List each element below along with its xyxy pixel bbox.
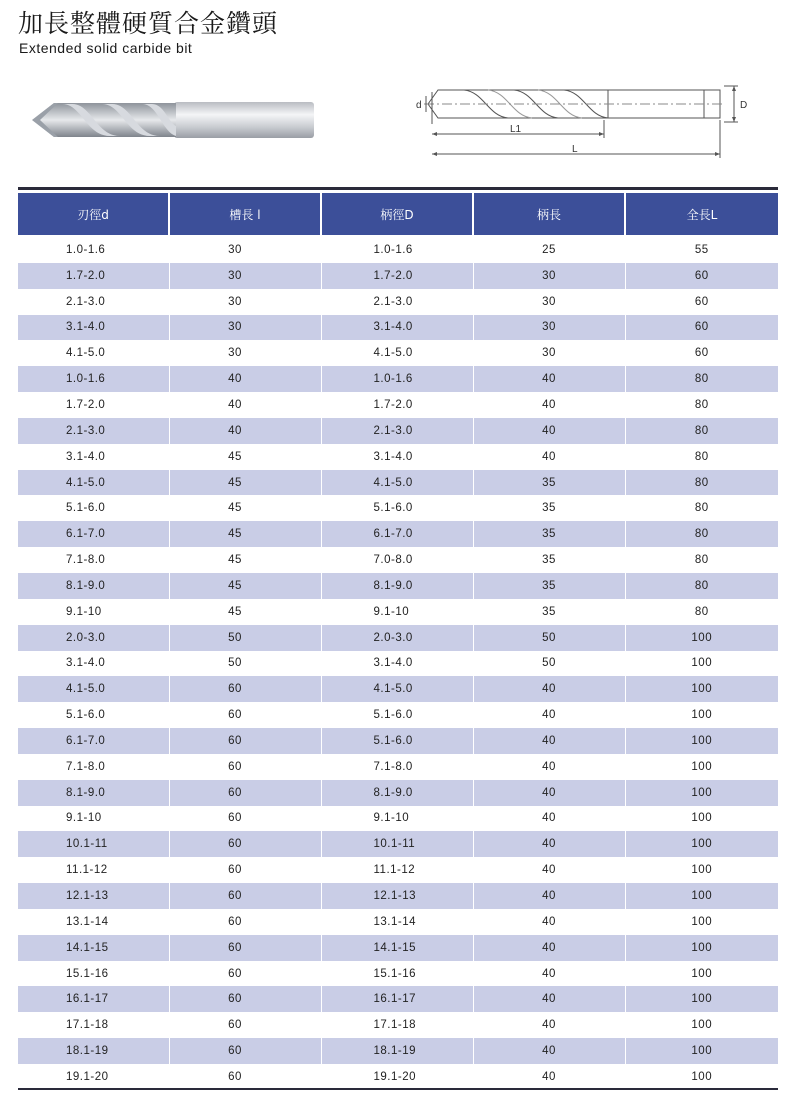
cell-shank-length: 30 [473, 315, 625, 341]
table-row [18, 1038, 778, 1064]
cell-overall-length: 100 [625, 676, 778, 702]
table-row [18, 883, 778, 909]
cell-flute-length: 45 [169, 470, 321, 496]
cell-overall-length: 80 [625, 470, 778, 496]
cell-shank-length: 40 [473, 831, 625, 857]
cell-flute-length: 50 [169, 625, 321, 651]
cell-shank-length: 40 [473, 1064, 625, 1090]
cell-flute-length: 60 [169, 1038, 321, 1064]
cell-shank-diameter: 19.1-20 [321, 1064, 473, 1090]
table-header-row [18, 193, 778, 236]
diagram-L1-label: L1 [510, 124, 522, 135]
cell-shank-diameter: 10.1-11 [321, 831, 473, 857]
cell-overall-length: 100 [625, 986, 778, 1012]
cell-shank-length: 35 [473, 521, 625, 547]
table-row [18, 625, 778, 651]
cell-flute-length: 60 [169, 986, 321, 1012]
header-overall-length: 全長L [625, 193, 778, 236]
cell-overall-length: 100 [625, 831, 778, 857]
cell-cutting-diameter: 6.1-7.0 [18, 521, 169, 547]
table-row [18, 366, 778, 392]
cell-shank-length: 40 [473, 935, 625, 961]
header-cutting-diameter: 刃徑d [18, 193, 169, 236]
cell-flute-length: 45 [169, 444, 321, 470]
spec-table [18, 193, 778, 1090]
table-row [18, 547, 778, 573]
cell-cutting-diameter: 10.1-11 [18, 831, 169, 857]
cell-overall-length: 80 [625, 521, 778, 547]
cell-shank-diameter: 7.1-8.0 [321, 754, 473, 780]
table-row [18, 315, 778, 341]
cell-shank-diameter: 17.1-18 [321, 1012, 473, 1038]
cell-cutting-diameter: 19.1-20 [66, 1070, 109, 1083]
cell-flute-length: 60 [169, 1064, 321, 1090]
cell-shank-diameter: 14.1-15 [321, 935, 473, 961]
cell-shank-diameter: 16.1-17 [321, 986, 473, 1012]
table-row [18, 470, 778, 496]
cell-shank-diameter: 9.1-10 [321, 599, 473, 625]
cell-cutting-diameter: 5.1-6.0 [66, 709, 106, 722]
cell-flute-length: 45 [169, 573, 321, 599]
cell-flute-length: 60 [169, 961, 321, 987]
table-row [18, 702, 778, 728]
cell-shank-diameter: 4.1-5.0 [321, 340, 473, 366]
cell-overall-length: 100 [625, 1038, 778, 1064]
cell-flute-length: 40 [169, 418, 321, 444]
table-row [18, 444, 778, 470]
cell-overall-length: 60 [625, 315, 778, 341]
cell-cutting-diameter: 2.1-3.0 [66, 295, 106, 308]
cell-cutting-diameter: 3.1-4.0 [66, 450, 106, 463]
drill-bit-image [24, 96, 320, 146]
table-row [18, 728, 778, 754]
cell-shank-length: 40 [473, 857, 625, 883]
table-row [18, 263, 778, 289]
cell-flute-length: 60 [169, 806, 321, 832]
cell-flute-length: 60 [169, 831, 321, 857]
cell-shank-length: 40 [473, 676, 625, 702]
cell-flute-length: 30 [169, 236, 321, 263]
cell-shank-length: 30 [473, 263, 625, 289]
table-row [18, 340, 778, 366]
cell-cutting-diameter: 2.0-3.0 [18, 625, 169, 651]
table-row [18, 573, 778, 599]
cell-overall-length: 100 [625, 651, 778, 677]
cell-shank-length: 35 [473, 470, 625, 496]
cell-flute-length: 45 [169, 599, 321, 625]
cell-cutting-diameter: 8.1-9.0 [18, 780, 169, 806]
cell-shank-diameter: 11.1-12 [321, 857, 473, 883]
header-flute-length: 槽長 l [169, 193, 321, 236]
table-row [18, 806, 778, 832]
cell-shank-diameter: 5.1-6.0 [321, 728, 473, 754]
cell-overall-length: 60 [625, 340, 778, 366]
cell-shank-length: 40 [473, 728, 625, 754]
cell-flute-length: 60 [169, 728, 321, 754]
cell-overall-length: 100 [625, 909, 778, 935]
cell-overall-length: 80 [625, 392, 778, 418]
cell-flute-length: 40 [169, 392, 321, 418]
cell-shank-length: 40 [473, 1038, 625, 1064]
diagram-d-label: d [416, 100, 422, 111]
cell-shank-diameter: 12.1-13 [321, 883, 473, 909]
cell-shank-diameter: 4.1-5.0 [321, 676, 473, 702]
cell-flute-length: 60 [169, 702, 321, 728]
cell-overall-length: 80 [625, 547, 778, 573]
cell-shank-diameter: 15.1-16 [321, 961, 473, 987]
top-divider [18, 187, 778, 190]
table-row [18, 935, 778, 961]
cell-cutting-diameter: 6.1-7.0 [18, 728, 169, 754]
cell-shank-length: 40 [473, 1012, 625, 1038]
table-row [18, 418, 778, 444]
table-row [18, 236, 778, 263]
cell-shank-diameter: 13.1-14 [321, 909, 473, 935]
cell-shank-diameter: 7.0-8.0 [321, 547, 473, 573]
cell-overall-length: 100 [625, 961, 778, 987]
table-body [18, 236, 778, 1090]
cell-cutting-diameter: 15.1-16 [66, 967, 109, 980]
cell-flute-length: 30 [169, 315, 321, 341]
header-shank-diameter: 柄徑D [321, 193, 473, 236]
cell-flute-length: 60 [169, 883, 321, 909]
cell-shank-diameter: 8.1-9.0 [321, 573, 473, 599]
cell-overall-length: 100 [625, 780, 778, 806]
cell-shank-diameter: 5.1-6.0 [321, 702, 473, 728]
cell-shank-diameter: 5.1-6.0 [321, 495, 473, 521]
table-row [18, 780, 778, 806]
table-row [18, 1064, 778, 1090]
cell-cutting-diameter: 12.1-13 [18, 883, 169, 909]
cell-overall-length: 60 [625, 289, 778, 315]
cell-overall-length: 80 [625, 444, 778, 470]
cell-overall-length: 100 [625, 1012, 778, 1038]
cell-cutting-diameter: 8.1-9.0 [18, 573, 169, 599]
cell-cutting-diameter: 2.1-3.0 [18, 418, 169, 444]
cell-flute-length: 50 [169, 651, 321, 677]
cell-shank-diameter: 3.1-4.0 [321, 444, 473, 470]
cell-shank-diameter: 2.1-3.0 [321, 418, 473, 444]
cell-shank-length: 50 [473, 625, 625, 651]
cell-cutting-diameter: 3.1-4.0 [66, 657, 106, 670]
cell-shank-diameter: 2.0-3.0 [321, 625, 473, 651]
cell-cutting-diameter: 11.1-12 [66, 864, 108, 877]
cell-shank-diameter: 2.1-3.0 [321, 289, 473, 315]
cell-shank-diameter: 6.1-7.0 [321, 521, 473, 547]
cell-overall-length: 100 [625, 702, 778, 728]
table-row [18, 599, 778, 625]
table-row [18, 289, 778, 315]
cell-overall-length: 100 [625, 935, 778, 961]
cell-cutting-diameter: 7.1-8.0 [66, 760, 106, 773]
cell-shank-length: 40 [473, 883, 625, 909]
page-title: 加長整體硬質合金鑽頭 [18, 9, 279, 38]
cell-shank-diameter: 1.0-1.6 [321, 236, 473, 263]
cell-shank-length: 35 [473, 547, 625, 573]
cell-cutting-diameter: 3.1-4.0 [18, 315, 169, 341]
cell-flute-length: 60 [169, 754, 321, 780]
cell-cutting-diameter: 17.1-18 [66, 1019, 109, 1032]
cell-shank-diameter: 3.1-4.0 [321, 315, 473, 341]
cell-shank-length: 40 [473, 806, 625, 832]
table-row [18, 831, 778, 857]
cell-cutting-diameter: 1.0-1.6 [66, 243, 106, 256]
cell-cutting-diameter: 7.1-8.0 [66, 554, 106, 567]
cell-overall-length: 60 [625, 263, 778, 289]
cell-cutting-diameter: 4.1-5.0 [18, 676, 169, 702]
table-row [18, 857, 778, 883]
cell-shank-diameter: 1.7-2.0 [321, 392, 473, 418]
cell-shank-length: 40 [473, 366, 625, 392]
cell-shank-length: 25 [473, 236, 625, 263]
cell-cutting-diameter: 1.0-1.6 [18, 366, 169, 392]
cell-overall-length: 100 [625, 625, 778, 651]
cell-cutting-diameter: 4.1-5.0 [66, 347, 106, 360]
cell-flute-length: 45 [169, 547, 321, 573]
cell-overall-length: 80 [625, 599, 778, 625]
cell-overall-length: 100 [625, 1064, 778, 1090]
cell-cutting-diameter: 16.1-17 [18, 986, 169, 1012]
table-row [18, 521, 778, 547]
cell-shank-diameter: 3.1-4.0 [321, 651, 473, 677]
table-row [18, 1012, 778, 1038]
cell-flute-length: 30 [169, 263, 321, 289]
table-row [18, 392, 778, 418]
cell-flute-length: 60 [169, 935, 321, 961]
cell-cutting-diameter: 9.1-10 [66, 605, 102, 618]
cell-shank-length: 40 [473, 754, 625, 780]
cell-shank-length: 40 [473, 986, 625, 1012]
cell-overall-length: 100 [625, 806, 778, 832]
cell-shank-length: 40 [473, 418, 625, 444]
cell-shank-length: 50 [473, 651, 625, 677]
cell-shank-length: 40 [473, 909, 625, 935]
cell-flute-length: 45 [169, 521, 321, 547]
cell-shank-length: 35 [473, 573, 625, 599]
bottom-divider [18, 1088, 778, 1090]
cell-overall-length: 100 [625, 754, 778, 780]
cell-overall-length: 100 [625, 728, 778, 754]
cell-shank-length: 30 [473, 289, 625, 315]
drill-dimension-diagram [404, 78, 750, 164]
cell-flute-length: 60 [169, 909, 321, 935]
cell-cutting-diameter: 9.1-10 [66, 812, 102, 825]
cell-overall-length: 80 [625, 573, 778, 599]
table-row [18, 754, 778, 780]
cell-overall-length: 80 [625, 495, 778, 521]
cell-shank-length: 40 [473, 780, 625, 806]
cell-cutting-diameter: 18.1-19 [18, 1038, 169, 1064]
cell-cutting-diameter: 13.1-14 [66, 915, 109, 928]
cell-overall-length: 55 [625, 236, 778, 263]
cell-cutting-diameter: 4.1-5.0 [18, 470, 169, 496]
diagram-D-label: D [740, 100, 748, 111]
cell-flute-length: 60 [169, 780, 321, 806]
cell-flute-length: 45 [169, 495, 321, 521]
cell-cutting-diameter: 1.7-2.0 [18, 263, 169, 289]
cell-shank-diameter: 9.1-10 [321, 806, 473, 832]
cell-flute-length: 60 [169, 857, 321, 883]
diagram-L-label: L [572, 144, 578, 155]
cell-shank-diameter: 18.1-19 [321, 1038, 473, 1064]
cell-overall-length: 100 [625, 883, 778, 909]
cell-shank-diameter: 1.7-2.0 [321, 263, 473, 289]
cell-shank-length: 30 [473, 340, 625, 366]
cell-overall-length: 100 [625, 857, 778, 883]
cell-cutting-diameter: 5.1-6.0 [66, 502, 106, 515]
cell-shank-length: 35 [473, 599, 625, 625]
page-subtitle: Extended solid carbide bit [19, 40, 193, 56]
cell-cutting-diameter: 14.1-15 [18, 935, 169, 961]
table-row [18, 495, 778, 521]
cell-shank-diameter: 8.1-9.0 [321, 780, 473, 806]
cell-flute-length: 60 [169, 676, 321, 702]
cell-shank-diameter: 1.0-1.6 [321, 366, 473, 392]
cell-shank-length: 40 [473, 444, 625, 470]
table-row [18, 986, 778, 1012]
cell-shank-length: 40 [473, 702, 625, 728]
cell-shank-length: 40 [473, 961, 625, 987]
cell-shank-length: 40 [473, 392, 625, 418]
cell-flute-length: 40 [169, 366, 321, 392]
cell-flute-length: 60 [169, 1012, 321, 1038]
table-row [18, 676, 778, 702]
header-shank-length: 柄長 [473, 193, 625, 236]
table-row [18, 651, 778, 677]
cell-shank-diameter: 4.1-5.0 [321, 470, 473, 496]
cell-overall-length: 80 [625, 418, 778, 444]
cell-flute-length: 30 [169, 340, 321, 366]
cell-overall-length: 80 [625, 366, 778, 392]
cell-flute-length: 30 [169, 289, 321, 315]
cell-cutting-diameter: 1.7-2.0 [66, 398, 106, 411]
table-row [18, 909, 778, 935]
cell-shank-length: 35 [473, 495, 625, 521]
table-row [18, 961, 778, 987]
